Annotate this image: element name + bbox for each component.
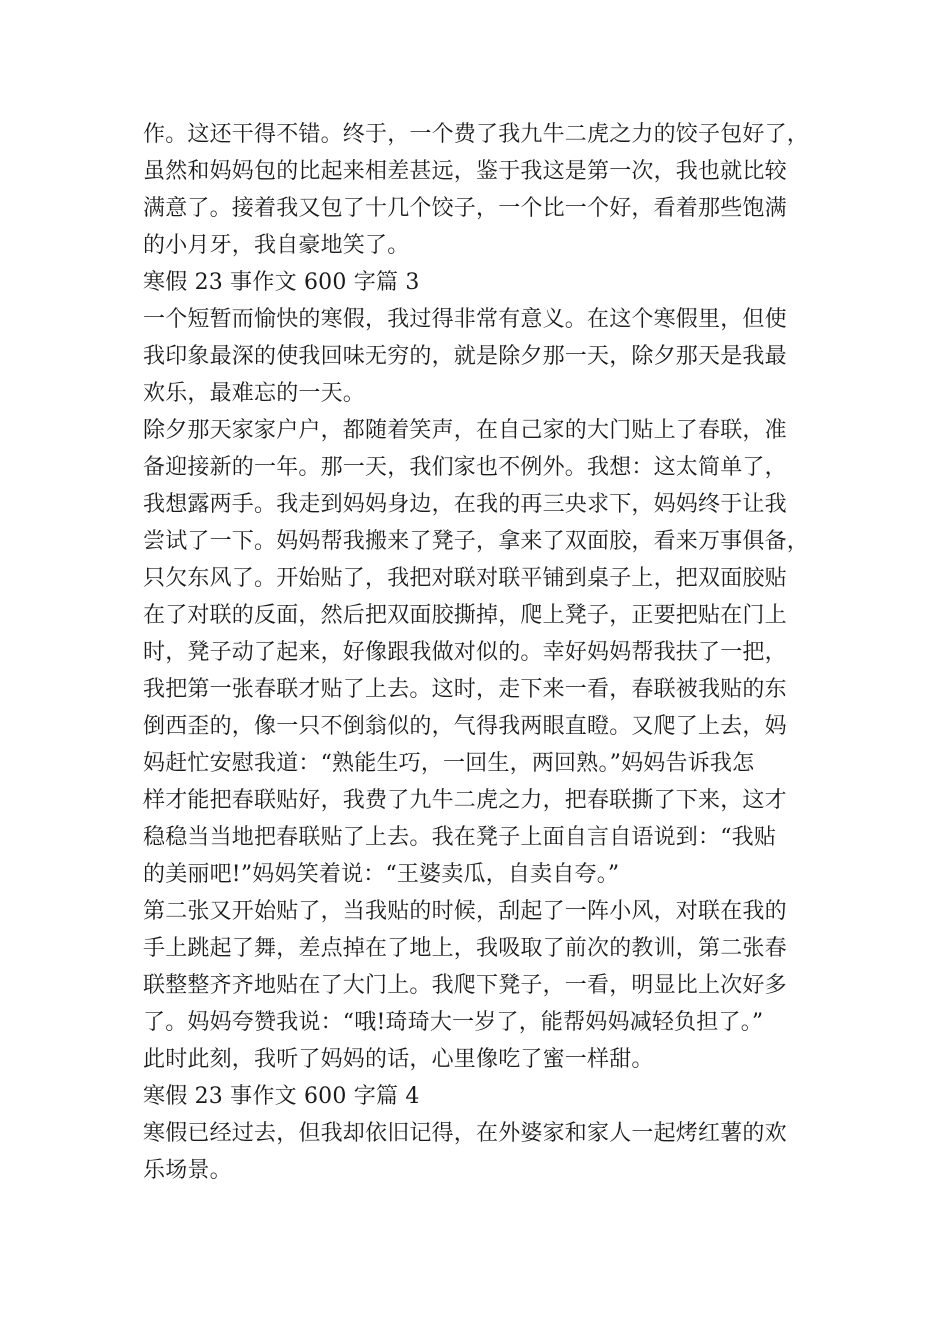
text-line: 倒西歪的，像一只不倒翁似的，气得我两眼直瞪。又爬了上去，妈 [143,714,787,739]
text-line: 欢乐，最难忘的一天。 [143,381,366,406]
text-line: 样才能把春联贴好，我费了九牛二虎之力，把春联撕了下来，这才 [143,788,787,813]
text-line: 手上跳起了舞，差点掉在了地上，我吸取了前次的教训，第二张春 [143,936,787,961]
text-line: 的小月牙，我自豪地笑了。 [143,233,410,258]
text-line: 此时此刻，我听了妈妈的话，心里像吃了蜜一样甜。 [143,1047,654,1072]
text-line: 寒假已经过去，但我却依旧记得，在外婆家和家人一起烤红薯的欢 [143,1121,787,1146]
text-line: 备迎接新的一年。那一天，我们家也不例外。我想：这太简单了， [143,455,787,480]
text-line: 时，凳子动了起来，好像跟我做对似的。幸好妈妈帮我扶了一把， [143,640,787,665]
paragraph [143,412,811,893]
text-line: 乐场景。 [143,1158,232,1183]
text-line: 我想露两手。我走到妈妈身边，在我的再三央求下，妈妈终于让我 [143,492,787,517]
text-line: 一个短暂而愉快的寒假，我过得非常有意义。在这个寒假里，但使 [143,307,787,332]
section-heading: 寒假 23 事作文 600 字篇 4 [143,1084,420,1109]
document-body [143,116,811,1189]
text-line: 了。妈妈夸赞我说：“哦!琦琦大一岁了，能帮妈妈减轻负担了。” [143,1010,764,1035]
text-line: 只欠东风了。开始贴了，我把对联对联平铺到桌子上，把双面胶贴 [143,566,787,591]
paragraph [143,893,811,1078]
text-line: 虽然和妈妈包的比起来相差甚远，鉴于我这是第一次，我也就比较 [143,159,787,184]
text-line: 稳稳当当地把春联贴了上去。我在凳子上面自言自语说到：“我贴 [143,825,777,850]
text-line: 我印象最深的使我回味无穷的，就是除夕那一天，除夕那天是我最 [143,344,787,369]
text-line: 作。这还干得不错。终于，一个费了我九牛二虎之力的饺子包好了， [143,122,810,147]
text-line: 联整整齐齐地贴在了大门上。我爬下凳子，一看，明显比上次好多 [143,973,787,998]
text-line: 的美丽吧!”妈妈笑着说：“王婆卖瓜，自卖自夸。” [143,862,620,887]
text-line: 妈赶忙安慰我道：“熟能生巧，一回生，两回熟。”妈妈告诉我怎 [143,751,755,776]
text-line: 满意了。接着我又包了十几个饺子，一个比一个好，看着那些饱满 [143,196,787,221]
text-line: 在了对联的反面，然后把双面胶撕掉，爬上凳子，正要把贴在门上 [143,603,787,628]
paragraph [143,116,811,264]
paragraph [143,1115,811,1189]
section-heading: 寒假 23 事作文 600 字篇 3 [143,270,420,295]
text-line: 尝试了一下。妈妈帮我搬来了凳子，拿来了双面胶，看来万事俱备， [143,529,810,554]
text-line: 第二张又开始贴了，当我贴的时候，刮起了一阵小风，对联在我的 [143,899,787,924]
text-line: 我把第一张春联才贴了上去。这时，走下来一看，春联被我贴的东 [143,677,787,702]
paragraph [143,301,811,412]
text-line: 除夕那天家家户户，都随着笑声，在自己家的大门贴上了春联，准 [143,418,787,443]
